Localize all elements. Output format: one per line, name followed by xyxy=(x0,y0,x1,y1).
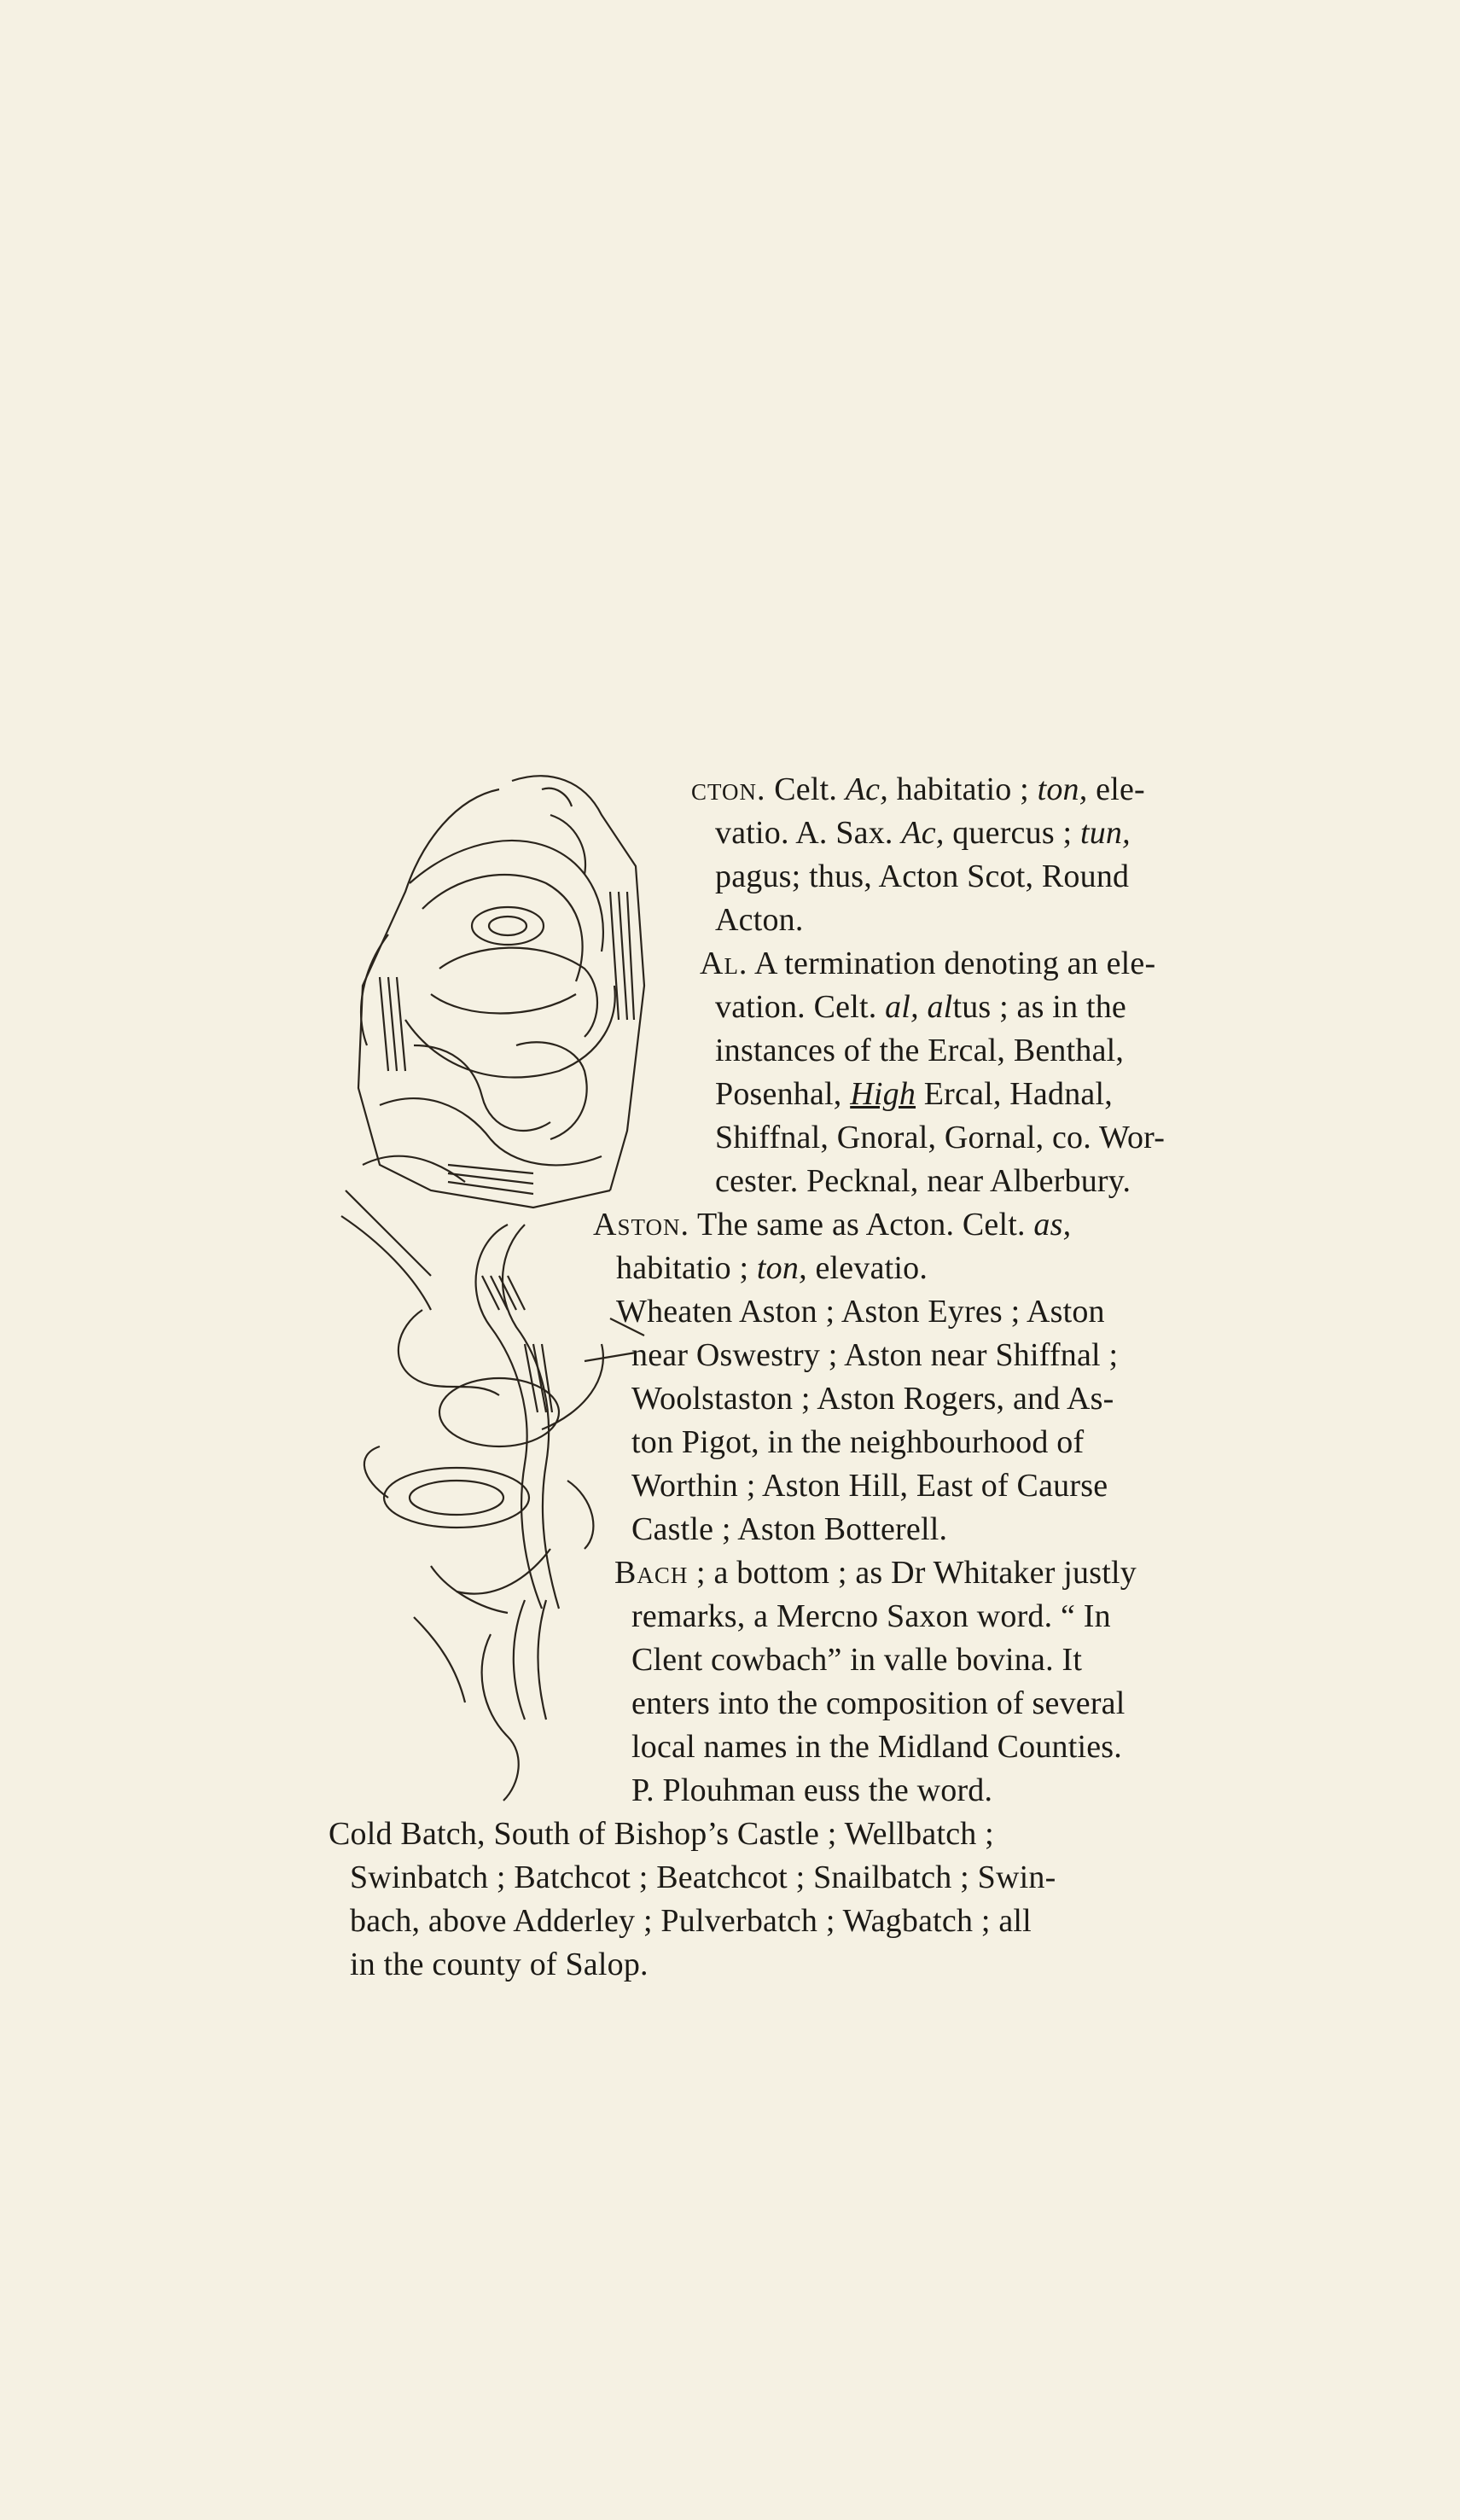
aston-line-6: ton Pigot, in the neighbourhood of xyxy=(631,1424,1085,1460)
acton-line-2: vatio. A. Sax. Ac, quercus ; tun, xyxy=(715,815,1131,851)
acton-line-1: cton. Celt. Ac, habitatio ; ton, ele- xyxy=(691,771,1145,807)
al-line-2: vation. Celt. al, altus ; as in the xyxy=(715,989,1126,1025)
aston-line-1: Aston. The same as Acton. Celt. as, xyxy=(593,1207,1072,1243)
aston-line-3: Wheaten Aston ; Aston Eyres ; Aston xyxy=(616,1294,1105,1330)
aston-line-8: Castle ; Aston Botterell. xyxy=(631,1511,948,1547)
aston-line-5: Woolstaston ; Aston Rogers, and As- xyxy=(631,1381,1114,1417)
bach-line-9: bach, above Adderley ; Pulverbatch ; Wagbatch ; all xyxy=(350,1903,1032,1939)
aston-line-2: habitatio ; ton, elevatio. xyxy=(616,1250,928,1286)
al-line-6: cester. Pecknal, near Alberbury. xyxy=(715,1163,1131,1199)
acton-line-4: Acton. xyxy=(715,902,804,938)
aston-line-7: Worthin ; Aston Hill, East of Caurse xyxy=(631,1468,1108,1504)
al-line-1: Al. A termination denoting an ele- xyxy=(700,946,1156,981)
bach-line-6: P. Plouhman euss the word. xyxy=(631,1772,993,1808)
bach-line-7: Cold Batch, South of Bishop’s Castle ; Wellbatch ; xyxy=(329,1816,994,1852)
bach-line-10: in the county of Salop. xyxy=(350,1947,649,1982)
bach-line-1: Bach ; a bottom ; as Dr Whitaker justly xyxy=(614,1555,1137,1591)
bach-line-4: enters into the composition of several xyxy=(631,1685,1126,1721)
bach-line-8: Swinbatch ; Batchcot ; Beatchcot ; Snailbatch ; Swin- xyxy=(350,1859,1056,1895)
bach-line-2: remarks, a Mercno Saxon word. “ In xyxy=(631,1598,1111,1634)
bach-line-3: Clent cowbach” in valle bovina. It xyxy=(631,1642,1083,1678)
aston-line-4: near Oswestry ; Aston near Shiffnal ; xyxy=(631,1337,1119,1373)
al-line-3: instances of the Ercal, Benthal, xyxy=(715,1033,1125,1068)
acton-line-3: pagus; thus, Acton Scot, Round xyxy=(715,858,1130,894)
bach-line-5: local names in the Midland Counties. xyxy=(631,1729,1122,1765)
al-line-4: Posenhal, High Ercal, Hadnal, xyxy=(715,1076,1113,1112)
al-line-5: Shiffnal, Gnoral, Gornal, co. Wor- xyxy=(715,1120,1166,1155)
